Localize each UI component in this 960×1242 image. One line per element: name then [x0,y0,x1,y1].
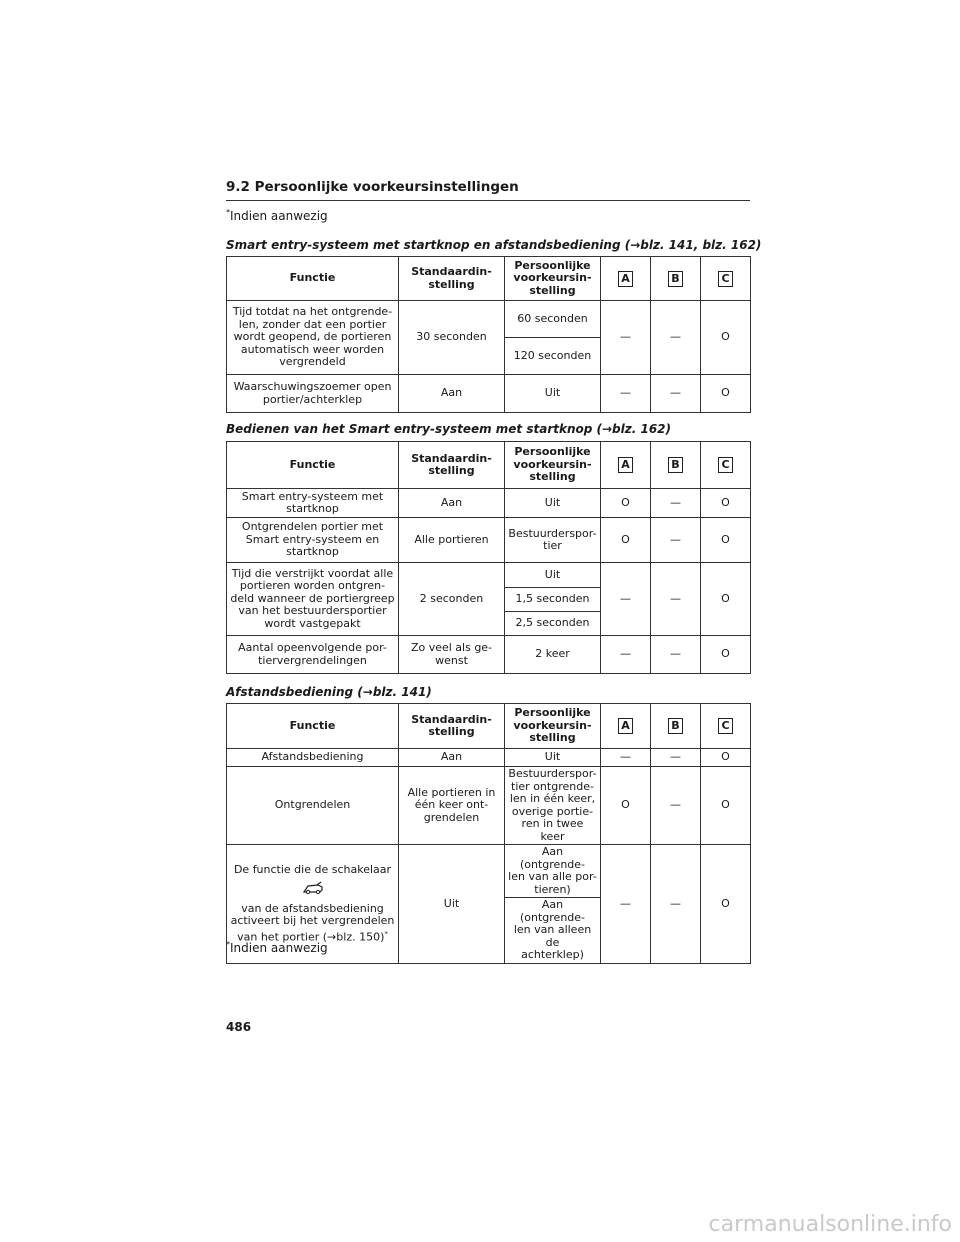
cell-functie: Afstandsbediening [227,749,399,767]
cell-c: O [701,636,751,674]
cell-standaard: Alle portieren [399,518,505,563]
top-note [226,208,328,223]
cell-functie: Tijd die verstrijkt voordat alle portieren worden ontgren- deld wanneer de portiergreep van het bestuurdersportier wordt vastgepakt [227,563,399,636]
cell-a: O [601,489,651,518]
cell-persoonlijk: 60 seconden [505,301,601,338]
bottom-note-text: Indien aanwezig [230,941,328,955]
cell-standaard: Aan [399,489,505,518]
cell-b: — [651,636,701,674]
cell-a: — [601,301,651,375]
bottom-note [226,940,328,955]
cell-standaard: Aan [399,749,505,767]
top-note-text: Indien aanwezig [230,209,328,223]
cell-a: — [601,636,651,674]
header-functie: Functie [227,442,399,489]
header-standaard: Standaardin- stelling [399,257,505,301]
cell-a: — [601,563,651,636]
cell-b: — [651,489,701,518]
header-functie: Functie [227,257,399,301]
cell-c: O [701,749,751,767]
box-letter-a: A [618,271,633,287]
table-row [227,489,751,518]
table-row [227,301,751,338]
cell-standaard: Aan [399,375,505,413]
cell-a: — [601,375,651,413]
cell-persoonlijk: 2,5 seconden [505,612,601,636]
cell-c: O [701,375,751,413]
box-letter-b: B [668,718,683,734]
header-c [701,704,751,749]
table3-caption: Afstandsbediening (→blz. 141) [226,685,432,699]
table-row [227,749,751,767]
header-a [601,442,651,489]
cell-standaard: 30 seconden [399,301,505,375]
header-standaard: Standaardin- stelling [399,442,505,489]
cell-a: O [601,767,651,845]
table3-header-row [227,704,751,749]
cell-c: O [701,845,751,964]
table-row [227,563,751,588]
box-letter-b: B [668,457,683,473]
box-letter-c: C [718,457,733,473]
box-letter-b: B [668,271,683,287]
cell-persoonlijk: 120 seconden [505,338,601,375]
cell-functie: Ontgrendelen portier met Smart entry-systeem en startknop [227,518,399,563]
cell-standaard: Uit [399,845,505,964]
cell-persoonlijk: Uit [505,375,601,413]
cell-functie-bottom [230,903,395,944]
cell-functie-top: De functie die de schakelaar [233,862,392,876]
cell-b: — [651,375,701,413]
cell-functie: Ontgrendelen [227,767,399,845]
cell-persoonlijk: Aan (ontgrende- len van alle por- tieren) [505,845,601,898]
cell-a: — [601,845,651,964]
cell-b: — [651,301,701,375]
cell-b: — [651,767,701,845]
table2-header-row [227,442,751,489]
header-c [701,257,751,301]
cell-c: O [701,301,751,375]
header-b [651,442,701,489]
header-functie: Functie [227,704,399,749]
cell-persoonlijk: 1,5 seconden [505,588,601,612]
cell-standaard: Alle portieren in één keer ont- grendelen [399,767,505,845]
cell-c: O [701,518,751,563]
header-c [701,442,751,489]
table-row [227,375,751,413]
cell-persoonlijk: Uit [505,749,601,767]
cell-persoonlijk: Bestuurderspor- tier ontgrende- len in één keer, overige portie- ren in twee keer [505,767,601,845]
header-persoonlijk: Persoonlijke voorkeursin- stelling [505,257,601,301]
table-row [227,518,751,563]
cell-functie: Smart entry-systeem met startknop [227,489,399,518]
box-letter-c: C [718,271,733,287]
cell-standaard: 2 seconden [399,563,505,636]
table2 [226,441,751,674]
cell-a: O [601,518,651,563]
table2-caption: Bedienen van het Smart entry-systeem met startknop (→blz. 162) [226,422,672,436]
cell-a: — [601,749,651,767]
asterisk: * [384,929,388,938]
header-b [651,704,701,749]
watermark: carmanualsonline.info [708,1212,952,1237]
cell-persoonlijk: Uit [505,489,601,518]
section-title: 9.2 Persoonlijke voorkeursinstellingen [226,179,750,201]
table3 [226,703,751,964]
cell-functie: Aantal opeenvolgende por- tiervergrendelingen [227,636,399,674]
cell-b: — [651,749,701,767]
box-letter-a: A [618,718,633,734]
cell-persoonlijk: Aan (ontgrende- len van alleen de achterklep) [505,898,601,964]
cell-b: — [651,563,701,636]
cell-c: O [701,767,751,845]
cell-persoonlijk: 2 keer [505,636,601,674]
table1-header-row [227,257,751,301]
cell-persoonlijk: Uit [505,563,601,588]
cell-functie: Waarschuwingszoemer open portier/achterklep [227,375,399,413]
table-row [227,845,751,898]
header-b [651,257,701,301]
cell-persoonlijk: Bestuurderspor- tier [505,518,601,563]
cell-functie: Tijd totdat na het ontgrende- len, zonder dat een portier wordt geopend, de portieren automatisch weer worden vergrendeld [227,301,399,375]
cell-b: — [651,518,701,563]
header-standaard: Standaardin- stelling [399,704,505,749]
table-row [227,636,751,674]
remote-icon-wrap [230,881,395,899]
cell-b: — [651,845,701,964]
table1-caption: Smart entry-systeem met startknop en afstandsbediening (→blz. 141, blz. 162) [226,238,762,252]
asterisk: * [226,208,230,217]
table1 [226,256,751,413]
header-a [601,257,651,301]
box-letter-c: C [718,718,733,734]
asterisk: * [226,940,230,949]
table-row [227,767,751,845]
header-persoonlijk: Persoonlijke voorkeursin- stelling [505,704,601,749]
cell-standaard: Zo veel als ge- wenst [399,636,505,674]
page-number: 486 [226,1020,252,1034]
cell-functie-bottom-text: van de afstandsbediening activeert bij het vergrendelen van het portier (→blz. 150) [230,901,395,944]
rear-hatch-remote-icon [302,881,324,895]
header-persoonlijk: Persoonlijke voorkeursin- stelling [505,442,601,489]
cell-c: O [701,489,751,518]
header-a [601,704,651,749]
cell-c: O [701,563,751,636]
box-letter-a: A [618,457,633,473]
